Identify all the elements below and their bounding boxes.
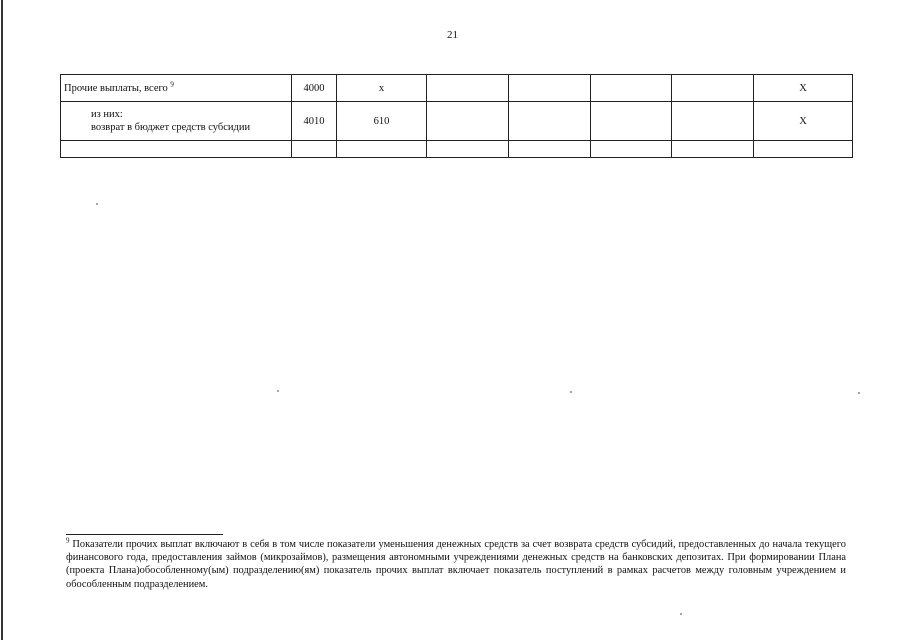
row-label-cell <box>61 102 292 141</box>
footnote-text: Показатели прочих выплат включают в себя в том числе показатели уменьшения денежных средств за счет возврата средств субсидий, предоставленных до начала текущего финансового года, предоставления займов (микрозаймов), размещения автономными учреждениями денежных средств на банковских депозитах. При формировании Плана (проекта Плана)обособленному(ым) подразделению(ям) показатель прочих выплат включает показатель поступлений в рамках расчетов между головным учреждением и обособленным подразделением. <box>66 539 846 590</box>
empty-cell <box>427 75 509 102</box>
row-last-mark: Х <box>754 102 853 141</box>
empty-cell <box>508 102 590 141</box>
empty-cell <box>337 141 427 158</box>
row-code: 4000 <box>292 75 337 102</box>
empty-cell <box>754 141 853 158</box>
page-number: 21 <box>447 29 458 41</box>
scan-speck <box>858 392 860 394</box>
table-row <box>61 75 853 102</box>
footnote-separator <box>66 534 223 535</box>
row-code: 4010 <box>292 102 337 141</box>
footnote-ref: 9 <box>170 80 174 88</box>
table-row-empty <box>61 141 853 158</box>
row-label: возврат в бюджет средств субсидии <box>91 122 251 133</box>
empty-cell <box>590 102 672 141</box>
table-row <box>61 102 853 141</box>
empty-cell <box>508 75 590 102</box>
row-label-heading: из них: <box>91 109 123 120</box>
empty-cell <box>672 75 754 102</box>
empty-cell <box>590 141 672 158</box>
empty-cell <box>508 141 590 158</box>
page-left-edge <box>1 0 3 640</box>
footnote <box>66 538 846 591</box>
scan-speck <box>570 391 572 393</box>
empty-cell <box>590 75 672 102</box>
scan-speck <box>96 203 98 205</box>
row-last-mark: Х <box>754 75 853 102</box>
empty-cell <box>61 141 292 158</box>
payments-table <box>60 74 853 158</box>
empty-cell <box>672 141 754 158</box>
row-mark: х <box>337 75 427 102</box>
empty-cell <box>672 102 754 141</box>
scan-speck <box>680 613 682 615</box>
empty-cell <box>427 102 509 141</box>
empty-cell <box>292 141 337 158</box>
row-label: Прочие выплаты, всего <box>64 82 168 94</box>
scan-speck <box>277 390 279 392</box>
empty-cell <box>427 141 509 158</box>
footnote-marker: 9 <box>66 536 70 545</box>
row-mark: 610 <box>337 102 427 141</box>
row-label-cell <box>61 75 292 102</box>
